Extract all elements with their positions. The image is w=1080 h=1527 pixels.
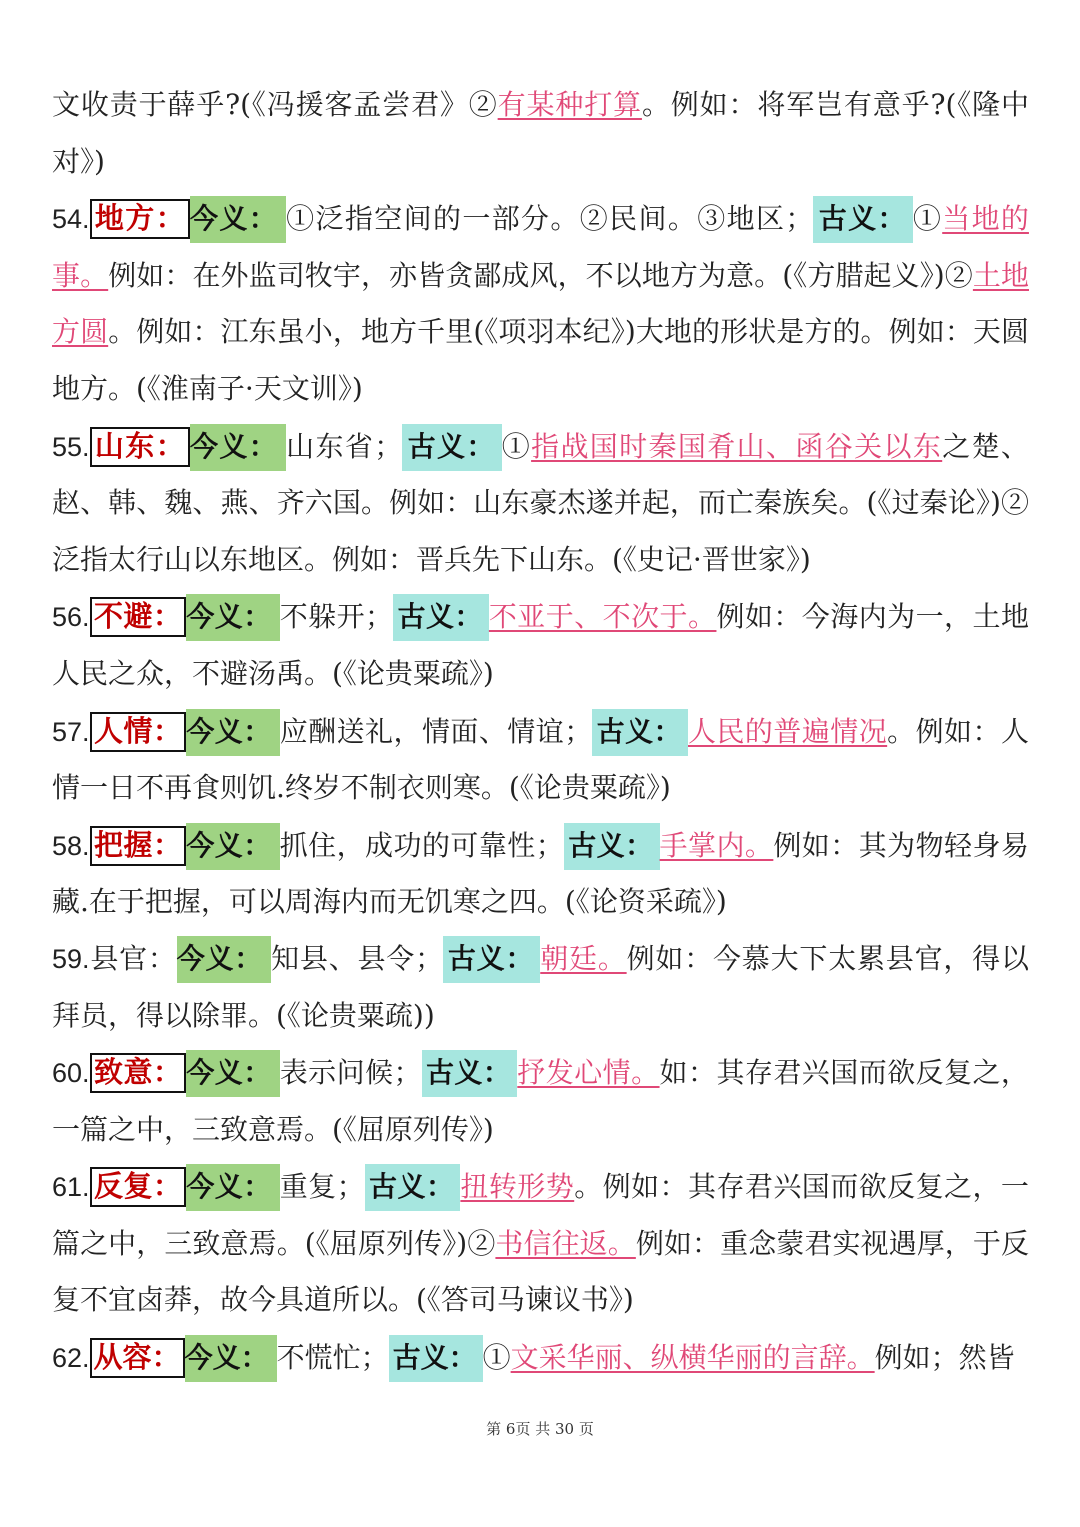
ancient-meaning-label: 古义： [443,936,540,983]
entry-number: 56. [52,602,90,633]
vocab-entry [52,703,1029,817]
text-run: 。例如：将军岂有意乎?(《隆中对》) [52,88,1030,178]
entry-number: 58. [52,830,90,861]
vocab-entry [52,190,1029,417]
ancient-meaning-text: 不亚于、不次于。 [488,600,717,634]
vocab-term: 山东： [90,427,190,467]
entry-number: 57. [52,716,90,747]
modern-meaning-label: 今义： [177,936,271,983]
ancient-meaning-label: 古义： [422,1050,518,1097]
text-run: 知县、县令； [271,941,444,975]
text-run: 例如：其为物轻身易藏.在于把握，可以周海内而无饥寒之四。(《论资采疏》) [52,828,1029,919]
vocab-term: 人情： [90,712,187,752]
vocab-entry [52,588,1029,702]
text-run: 之楚、赵、韩、魏、燕、齐六国。例如：山东豪杰遂并起，而亡秦族矣。(《过秦论》)②泛指太行山以东地区。例如：晋兵先下山东。(《史记·晋世家》) [52,429,1029,576]
text-run: ①泛指空间的一部分。②民间。③地区； [286,202,814,236]
vocab-entry [52,931,1029,1044]
text-run: 例如；然皆 [874,1341,1015,1375]
vocab-entry [52,418,1029,589]
text-run: 如：其存君兴国而欲反复之，一篇之中，三致意焉。(《屈原列传》) [52,1056,1029,1146]
vocab-entry [52,1044,1029,1158]
text-run: 文收责于薛乎?(《冯援客孟尝君》② [52,88,498,121]
vocab-entry [52,1329,1029,1387]
text-run: ① [912,202,943,236]
text-run: 。例如：其存君兴国而欲反复之，一篇之中，三致意焉。(《屈原列传》)② [52,1170,1029,1260]
vocab-entry [52,1158,1029,1329]
text-run: 例如：在外监司牧宇，亦皆贪鄙成风，不以地方为意。(《方腊起义》)② [108,258,973,292]
text-run: 重复； [279,1170,365,1204]
text-run: 表示问候； [279,1056,422,1090]
text-run: 。例如：人情一日不再食则饥.终岁不制衣则寒。(《论贵粟疏》) [52,714,1029,805]
text-run: 。例如：江东虽小，地方千里(《项羽本纪》)大地的形状是方的。例如：天圆地方。(《淮南子·天文训》) [52,315,1029,405]
ancient-meaning-text: 文采华丽、纵横华丽的言辞。 [510,1341,875,1375]
entry-number: 62. [52,1343,90,1374]
vocab-term: 反复： [90,1167,187,1207]
modern-meaning-label: 今义： [190,196,286,243]
vocab-entry [52,77,1029,190]
page-footer: 第 6页 共 30 页 [486,1420,594,1438]
text-run: 例如：今慕大下太累县官，得以拜员，得以除罪。(《论贵粟疏)) [52,941,1029,1032]
ancient-meaning-text: 当地的事。 [52,202,1029,292]
text-run: 不慌忙； [276,1341,389,1375]
text-run: 山东省； [286,429,403,463]
ancient-meaning-label: 古义： [402,424,501,471]
ancient-meaning-text: 有某种打算 [497,88,642,121]
modern-meaning-label: 今义： [186,709,279,756]
modern-meaning-label: 今义： [186,594,279,641]
text-run: 不躲开； [279,600,394,634]
entry-number: 55. [52,431,90,462]
vocab-term: 把握： [90,826,187,866]
modern-meaning-label: 今义： [186,1050,279,1097]
document-body [52,77,1029,1387]
text-run: 抓住，成功的可靠性； [279,828,564,862]
ancient-meaning-label: 古义： [389,1335,483,1382]
modern-meaning-label: 今义： [185,1335,277,1382]
entry-number: 54. [52,204,90,235]
modern-meaning-label: 今义： [186,1164,279,1211]
text-run: 应酬送礼，情面、情谊； [279,714,593,748]
text-run: ① [482,1341,511,1375]
ancient-meaning-label: 古义： [365,1164,461,1211]
ancient-meaning-label: 古义： [813,196,912,243]
ancient-meaning-text: 书信往返。 [495,1226,636,1260]
ancient-meaning-text: 指战国时秦国肴山、函谷关以东 [531,429,943,463]
ancient-meaning-text: 抒发心情。 [517,1056,660,1090]
vocab-entry [52,817,1029,931]
text-run: 县官： [89,941,177,975]
entry-number: 59. [52,943,90,974]
ancient-meaning-label: 古义： [592,709,688,756]
vocab-term: 地方： [90,199,190,239]
text-run: 例如：重念蒙君实视遇厚，于反复不宜卤莽，故今具道所以。(《答司马谏议书》) [52,1226,1029,1317]
ancient-meaning-label: 古义： [564,823,660,870]
ancient-meaning-label: 古义： [393,594,489,641]
vocab-term: 从容： [90,1338,185,1378]
modern-meaning-label: 今义： [186,823,279,870]
vocab-term: 不避： [90,597,187,637]
ancient-meaning-text: 扭转形势 [460,1170,575,1204]
ancient-meaning-text: 朝廷。 [540,941,627,975]
ancient-meaning-text: 手掌内。 [659,828,774,862]
text-run: 例如：今海内为一，土地人民之众，不避汤禹。(《论贵粟疏》) [52,600,1029,690]
entry-number: 60. [52,1058,90,1089]
ancient-meaning-text: 人民的普遍情况 [688,714,888,748]
vocab-term: 致意： [90,1053,187,1093]
entry-number: 61. [52,1172,90,1203]
ancient-meaning-text: 土地方圆 [52,258,1029,349]
modern-meaning-label: 今义： [190,424,286,471]
text-run: ① [501,429,532,463]
